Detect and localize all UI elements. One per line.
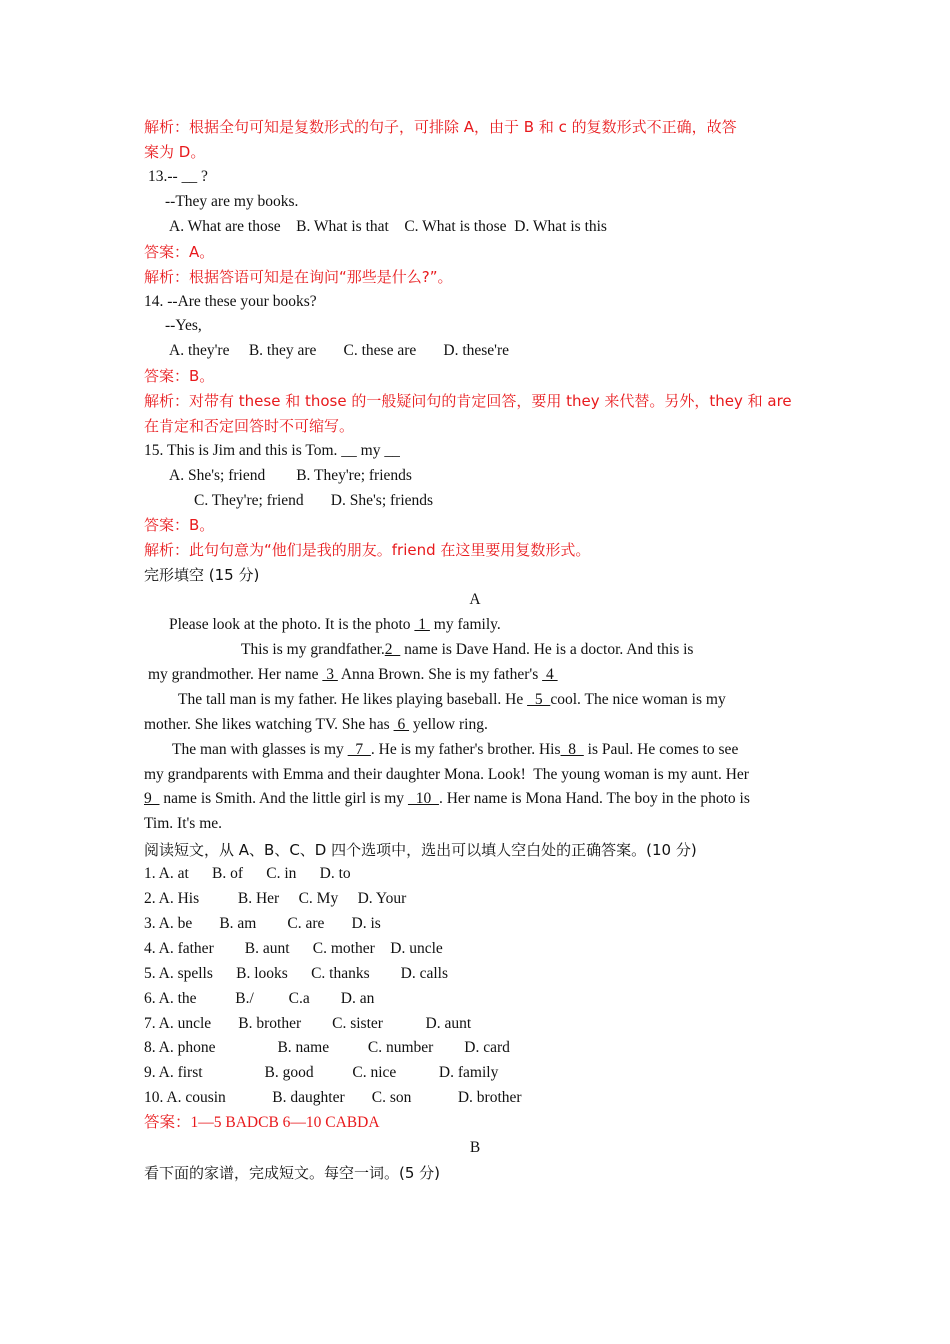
section-b-instruction: 看下面的家谱，完成短文。每空一词。(5 分) <box>144 1164 441 1182</box>
option-line: 8. A. phone B. name C. number D. card <box>144 1039 510 1056</box>
q14-options: A. they're B. they are C. these are D. these're <box>169 342 510 359</box>
cloze-paragraph-line: Tim. It's me. <box>144 815 223 832</box>
section-b-label: B <box>469 1139 481 1156</box>
option-line: 9. A. first B. good C. nice D. family <box>144 1064 499 1081</box>
section-a-label: A <box>469 591 481 608</box>
cloze-text: . Her name is Mona Hand. The boy in the photo is <box>438 790 750 807</box>
cloze-text: yellow ring. <box>409 716 488 733</box>
option-line: 10. A. cousin B. daughter C. son D. brother <box>144 1089 522 1106</box>
q13-answer: 答案：A。 <box>144 243 215 261</box>
blank-4: 4 <box>542 666 558 683</box>
q13-reply: --They are my books. <box>165 193 299 210</box>
blank-6: 6 <box>393 716 410 733</box>
cloze-text: Anna Brown. She is my father's <box>337 666 543 683</box>
cloze-paragraph-line <box>172 740 738 760</box>
option-line: 1. A. at B. of C. in D. to <box>144 865 351 882</box>
cloze-paragraph-line <box>178 690 726 710</box>
q14-reply: --Yes, <box>165 317 202 334</box>
q13-options: A. What are those B. What is that C. What is those D. What is this <box>169 218 607 235</box>
cloze-text: name is Smith. And the little girl is my <box>159 790 408 807</box>
q14-analysis-line2: 在肯定和否定回答时不可缩写。 <box>144 417 355 435</box>
cloze-answer: 答案：1—5 BADCB 6—10 CABDA <box>144 1114 380 1131</box>
q15-options-line1: A. She's; friend B. They're; friends <box>169 467 412 484</box>
blank-10: 10 <box>407 790 439 807</box>
option-line: 3. A. be B. am C. are D. is <box>144 915 381 932</box>
blank-3: 3 <box>322 666 338 683</box>
cloze-text: my family. <box>429 616 501 633</box>
cloze-text: The tall man is my father. He likes playing baseball. He <box>178 691 528 708</box>
cloze-heading: 完形填空 (15 分) <box>144 566 260 584</box>
blank-7: 7 <box>347 741 371 758</box>
q14-stem: 14. --Are these your books? <box>144 293 317 310</box>
blank-1: 1 <box>414 616 430 633</box>
option-line: 4. A. father B. aunt C. mother D. uncle <box>144 940 443 957</box>
option-line: 5. A. spells B. looks C. thanks D. calls <box>144 965 448 982</box>
cloze-text: The man with glasses is my <box>172 741 348 758</box>
q12-analysis-line1: 解析：根据全句可知是复数形式的句子，可排除 A，由于 B 和 c 的复数形式不正确，故答 <box>144 118 737 136</box>
q15-analysis: 解析：此句句意为“他们是我的朋友。friend 在这里要用复数形式。 <box>144 541 591 559</box>
cloze-text: cool. The nice woman is my <box>550 691 726 708</box>
cloze-text: This is my grandfather. <box>241 641 385 658</box>
q13-stem: 13.-- __ ? <box>148 168 208 185</box>
q12-analysis-line2: 案为 D。 <box>144 143 206 161</box>
option-line: 6. A. the B./ C.a D. an <box>144 990 375 1007</box>
cloze-text: name is Dave Hand. He is a doctor. And this is <box>400 641 694 658</box>
cloze-text: is Paul. He comes to see <box>583 741 739 758</box>
cloze-text: . He is my father's brother. His <box>370 741 561 758</box>
blank-5: 5 <box>527 691 551 708</box>
cloze-text: my grandmother. Her name <box>148 666 323 683</box>
blank-2: 2 <box>384 641 401 658</box>
option-line: 7. A. uncle B. brother C. sister D. aunt <box>144 1015 472 1032</box>
q14-analysis-line1: 解析：对带有 these 和 those 的一般疑问句的肯定回答，要用 they 来代替。另外，they 和 are <box>144 392 792 410</box>
cloze-paragraph-line <box>144 715 488 735</box>
cloze-paragraph-line: my grandparents with Emma and their daughter Mona. Look! The young woman is my aunt. Her <box>144 766 749 783</box>
cloze-paragraph-line <box>148 665 558 685</box>
cloze-instruction: 阅读短文，从 A、B、C、D 四个选项中，选出可以填人空白处的正确答案。(10 分) <box>144 841 697 859</box>
q15-options-line2: C. They're; friend D. She's; friends <box>194 492 434 509</box>
q13-analysis: 解析：根据答语可知是在询问“那些是什么?”。 <box>144 268 453 286</box>
cloze-paragraph-line <box>144 789 750 809</box>
cloze-text: mother. She likes watching TV. She has <box>144 716 394 733</box>
blank-9: 9 <box>144 790 160 807</box>
cloze-paragraph-line <box>241 640 693 660</box>
cloze-text: Please look at the photo. It is the photo <box>169 616 411 633</box>
q15-answer: 答案：B。 <box>144 516 215 534</box>
blank-8: 8 <box>560 741 584 758</box>
q15-stem: 15. This is Jim and this is Tom. __ my __ <box>144 442 400 459</box>
cloze-paragraph-line <box>169 615 501 635</box>
q14-answer: 答案：B。 <box>144 367 215 385</box>
option-line: 2. A. His B. Her C. My D. Your <box>144 890 407 907</box>
